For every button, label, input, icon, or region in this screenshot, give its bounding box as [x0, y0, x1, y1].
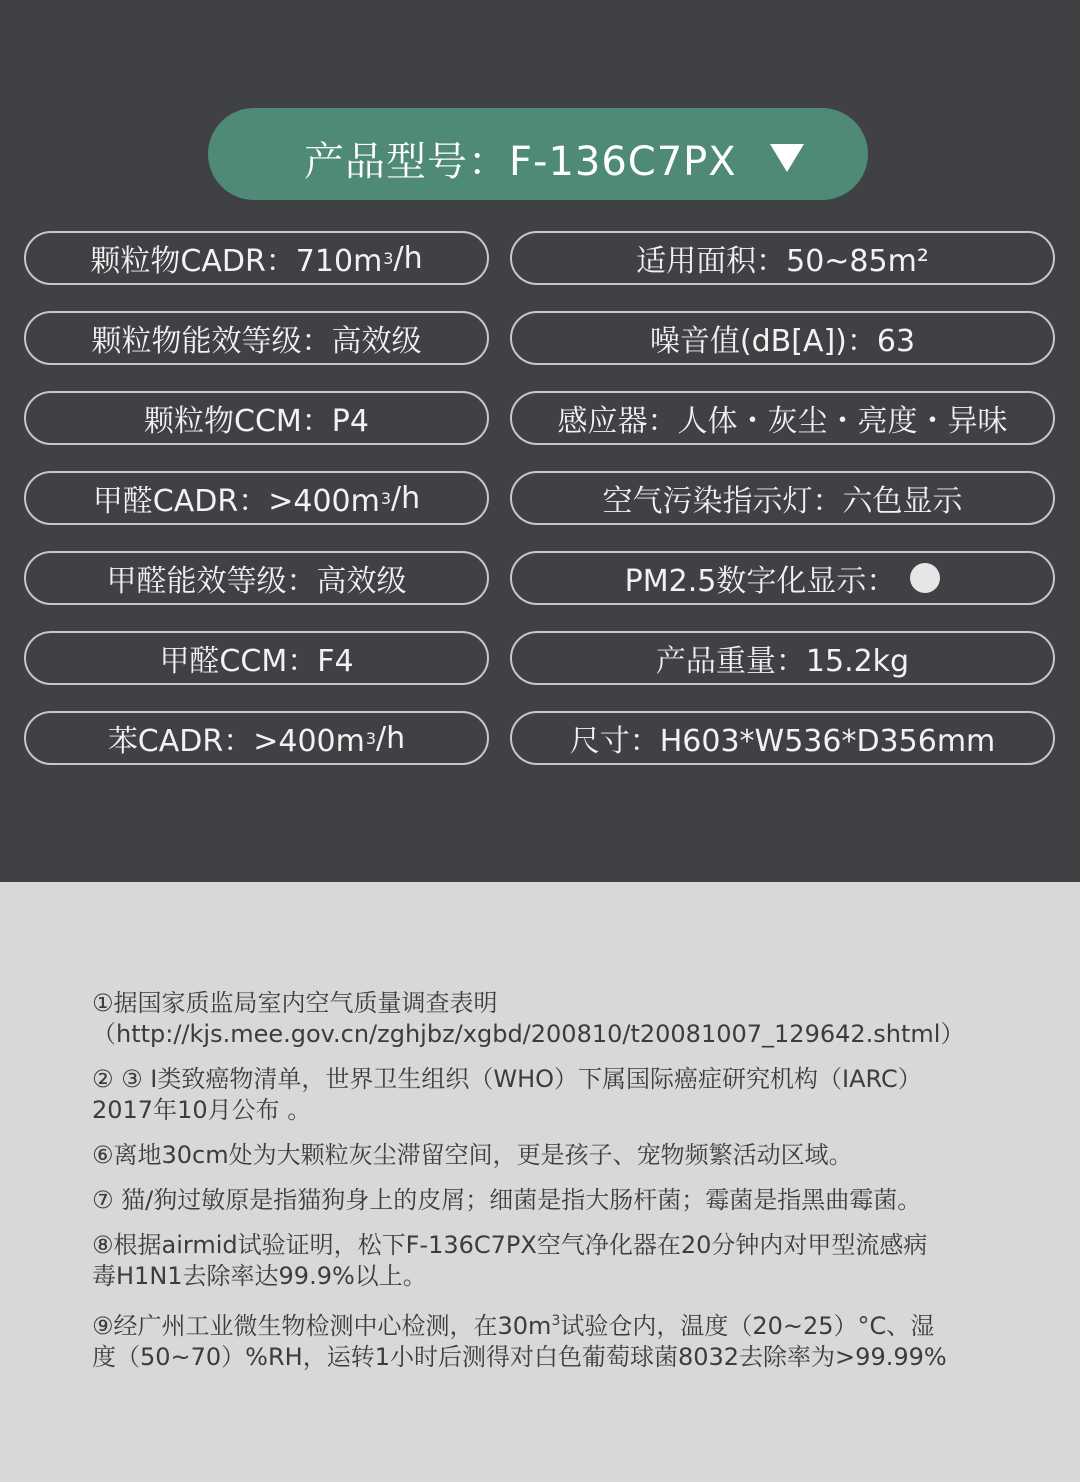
footnote: ⑦ 猫/狗过敏原是指猫狗身上的皮屑；细菌是指大肠杆菌；霉菌是指黑曲霉菌。 [92, 1186, 922, 1214]
spec-formaldehyde-ccm: 甲醛CCM：F4 [24, 631, 489, 685]
spec-particle-efficiency: 颗粒物能效等级：高效级 [24, 311, 489, 365]
spec-weight: 产品重量：15.2kg [510, 631, 1055, 685]
spec-benzene-cadr: 苯CADR：>400m 3 /h [24, 711, 489, 765]
spec-dimensions: 尺寸：H603*W536*D356mm [510, 711, 1055, 765]
footnotes [92, 988, 992, 1387]
footnote: ⑧根据airmid试验证明，松下F-136C7PX空气净化器在20分钟内对甲型流感病 毒H1N1去除率达99.9%以上。 [92, 1231, 928, 1290]
spec-formaldehyde-cadr: 甲醛CADR：>400m 3 /h [24, 471, 489, 525]
spec-area: 适用面积：50~85m² [510, 231, 1055, 285]
spec-particle-ccm: 颗粒物CCM：P4 [24, 391, 489, 445]
dot-icon [910, 563, 940, 593]
footnote: ①据国家质监局室内空气质量调查表明 （http://kjs.mee.gov.cn/zghjbz/xgbd/200810/t20081007_129642.shtml） [92, 989, 965, 1048]
spec-noise: 噪音值(dB[A])：63 [510, 311, 1055, 365]
spec-pollution-indicator: 空气污染指示灯：六色显示 [510, 471, 1055, 525]
footnote: ⑥离地30cm处为大颗粒灰尘滞留空间，更是孩子、宠物频繁活动区域。 [92, 1141, 853, 1169]
model-selector[interactable] [208, 108, 868, 200]
spec-formaldehyde-efficiency: 甲醛能效等级：高效级 [24, 551, 489, 605]
model-label: 产品型号：F-136C7PX [304, 139, 737, 185]
spec-pm25-display: PM2.5数字化显示： [510, 551, 1055, 605]
triangle-down-icon[interactable] [770, 144, 804, 172]
spec-particle-cadr: 颗粒物CADR：710m 3 /h [24, 231, 489, 285]
footnote: ⑨经广州工业微生物检测中心检测，在$30m^3$试验仓内，温度（20~25）°C、湿 度（50~70）%RH，运转1小时后测得对白色葡萄球菌8032去除率为>99.99% [92, 1312, 947, 1371]
footnote: ② ③ Ⅰ类致癌物清单，世界卫生组织（WHO）下属国际癌症研究机构（IARC） 2017年10月公布 。 [92, 1065, 922, 1124]
spec-sensors: 感应器：人体・灰尘・亮度・异味 [510, 391, 1055, 445]
